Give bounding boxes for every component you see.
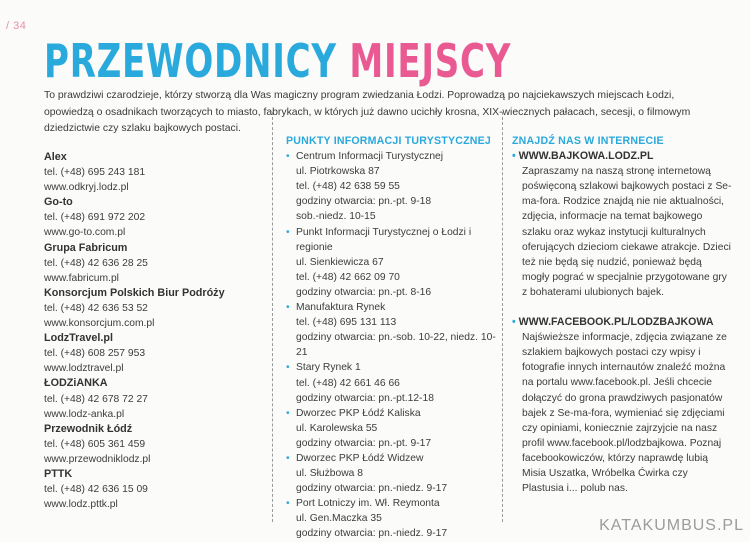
online-section — [512, 134, 732, 496]
info-point-name: Stary Rynek 1 — [296, 362, 361, 374]
guide-phone: tel. (+48) 42 636 28 25 — [44, 257, 148, 269]
title-part-blue: PRZEWODNICY — [44, 34, 337, 88]
tourist-info-points — [286, 134, 506, 542]
info-point-detail: godziny otwarcia: pn.-niedz. 9-17 — [296, 483, 448, 495]
guide-name: Przewodnik Łódź — [44, 422, 133, 435]
info-point-detail: ul. Sienkiewicza 67 — [296, 256, 384, 268]
info-point-detail: tel. (+48) 42 662 09 70 — [296, 271, 400, 283]
info-point — [286, 225, 506, 300]
guide-website[interactable]: www.przewodniklodz.pl — [44, 453, 151, 465]
guide-phone: tel. (+48) 42 636 15 09 — [44, 484, 148, 496]
guide-entry — [44, 150, 264, 195]
info-point-detail: godziny otwarcia: pn.-niedz. 9-17 — [296, 528, 448, 540]
guide-name: Alex — [44, 151, 67, 163]
guide-entry — [44, 422, 264, 467]
guides-list — [44, 150, 264, 512]
guide-website[interactable]: www.fabricum.pl — [44, 272, 119, 284]
bullet-icon: • — [286, 302, 290, 314]
info-point-name: Centrum Informacji Turystycznej — [296, 151, 444, 163]
guide-website[interactable]: www.konsorcjum.com.pl — [44, 318, 155, 330]
guide-entry — [44, 331, 264, 376]
website-link[interactable]: WWW.BAJKOWA.LODZ.PL — [518, 150, 654, 163]
info-point-detail: godziny otwarcia: pn.-sob. 10-22, niedz. 10-21 — [296, 332, 496, 359]
info-point — [286, 496, 506, 541]
online-entry — [512, 315, 732, 496]
guide-name: Go-to — [44, 196, 73, 209]
bullet-icon: • — [512, 150, 516, 163]
guide-entry — [44, 286, 264, 331]
bullet-icon: • — [512, 316, 516, 329]
guide-phone: tel. (+48) 691 972 202 — [44, 212, 146, 224]
info-point-detail: ul. Gen.Maczka 35 — [296, 513, 382, 525]
guide-phone: tel. (+48) 605 361 459 — [44, 438, 146, 450]
guide-name: LodzTravel.pl — [44, 332, 113, 345]
info-point — [286, 451, 506, 496]
info-point-detail: tel. (+48) 695 131 113 — [296, 317, 397, 329]
online-entry — [512, 149, 732, 300]
bullet-icon: • — [286, 407, 290, 419]
info-point — [286, 406, 506, 451]
bullet-icon: • — [286, 226, 290, 238]
info-point — [286, 300, 506, 360]
guide-website[interactable]: www.odkryj.lodz.pl — [44, 182, 129, 194]
guide-website[interactable]: www.go-to.com.pl — [44, 227, 126, 239]
column-divider — [272, 112, 273, 522]
info-point-detail: tel. (+48) 42 638 59 55 — [296, 181, 400, 193]
info-point-name: Port Lotniczy im. Wł. Reymonta — [296, 498, 440, 510]
bullet-icon: • — [286, 498, 290, 510]
bullet-icon: • — [286, 151, 290, 163]
bullet-icon: • — [286, 452, 290, 464]
info-point-name: Manufaktura Rynek — [296, 302, 386, 314]
tourist-info-heading: PUNKTY INFORMACJI TURYSTYCZNEJ — [286, 135, 491, 147]
guide-phone: tel. (+48) 695 243 181 — [44, 167, 146, 179]
guide-entry — [44, 376, 264, 421]
info-point-detail: godziny otwarcia: pn.-pt. 9-17 — [296, 437, 432, 449]
info-point — [286, 360, 506, 405]
guide-entry — [44, 467, 264, 512]
info-point-detail: ul. Piotrkowska 87 — [296, 166, 380, 178]
guide-entry — [44, 195, 264, 240]
website-description: Zapraszamy na naszą stronę internetową poświęconą szlakowi bajkowych postaci z Se-ma-fora. Rodzice znajdą nie nie aktualności, zdjęcia, informacje na temat bajkowego szlaku oraz wykaz instytucji kulturalnych oferujących dzieciom ciekawe atrakcje. Dzieci też nie będą się nudzić, ponieważ będą mogły pograć w specjalnie przygotowane gry z bohaterami ulubionych bajek. — [522, 166, 732, 298]
guide-phone: tel. (+48) 42 678 72 27 — [44, 393, 148, 405]
info-point-detail: ul. Służbowa 8 — [296, 468, 363, 480]
info-point-name: Dworzec PKP Łódź Widzew — [296, 452, 424, 464]
page-title — [44, 36, 511, 86]
guide-phone: tel. (+48) 42 636 53 52 — [44, 302, 148, 314]
info-point-name: Dworzec PKP Łódź Kaliska — [296, 407, 421, 419]
guide-name: Konsorcjum Polskich Biur Podróży — [44, 286, 225, 299]
watermark: KATAKUMBUS.PL — [599, 517, 744, 534]
bullet-icon: • — [286, 362, 290, 374]
info-point-detail: ul. Karolewska 55 — [296, 422, 378, 434]
guide-name: PTTK — [44, 467, 73, 480]
title-part-pink: MIEJSCY — [349, 34, 512, 88]
page-number: / 34 — [6, 20, 27, 32]
facebook-heading[interactable] — [512, 315, 732, 330]
guide-entry — [44, 241, 264, 286]
website-heading[interactable] — [512, 149, 732, 164]
guide-phone: tel. (+48) 608 257 953 — [44, 348, 146, 360]
guide-website[interactable]: www.lodztravel.pl — [44, 363, 124, 375]
info-point-detail: godziny otwarcia: pn.-pt. 9-18 — [296, 196, 432, 208]
guide-website[interactable]: www.lodz-anka.pl — [44, 408, 125, 420]
info-point-detail: sob.-niedz. 10-15 — [296, 211, 376, 223]
info-point-detail: tel. (+48) 42 661 46 66 — [296, 377, 400, 389]
guide-name: Grupa Fabricum — [44, 241, 128, 254]
facebook-description: Najświeższe informacje, zdjęcia związane ze szlakiem bajkowych postaci czy wpisy i fotografie innych internautów znaleźć można na portalu www.facebook.pl. Jeśli chcecie dołączyć do grona prawdziwych pasjonatów bajek z Se-ma-fora, wymieniać się zdjęciami czy opiniami, koniecznie zajrzyjcie na nasz profil www.facebook.pl/lodzbajkowa. Poznaj facebookowiczów, którzy naprawdę lubią Misia Uszatka, Wróbelka Ćwirka czy Plastusia i... polub nas. — [522, 332, 727, 495]
info-point-detail: godziny otwarcia: pn.-pt.12-18 — [296, 392, 434, 404]
online-heading: ZNAJDŹ NAS W INTERNECIE — [512, 135, 664, 147]
info-point-name: Punkt Informacji Turystycznej o Łodzi i regionie — [296, 226, 472, 253]
info-point — [286, 149, 506, 224]
info-point-detail: godziny otwarcia: pn.-pt. 8-16 — [296, 286, 432, 298]
guide-website[interactable]: www.lodz.pttk.pl — [44, 499, 118, 511]
intro-paragraph: To prawdziwi czarodzieje, którzy stworzą dla Was magiczny program zwiedzania Łodzi. Poprowadzą po najciekawszych miejscach Łodzi, opowiedzą o osadnikach tworzących to miasto, fabrykach, w których już dawno ucichły krosna, XIX-wiecznych pałacach, secesji, o filmowym dziedzictwie czy szlaku bajkowych postaci. — [44, 90, 691, 135]
facebook-link[interactable]: WWW.FACEBOOK.PL/LODZBAJKOWA — [518, 316, 714, 329]
guide-name: ŁODZiANKA — [44, 377, 108, 390]
